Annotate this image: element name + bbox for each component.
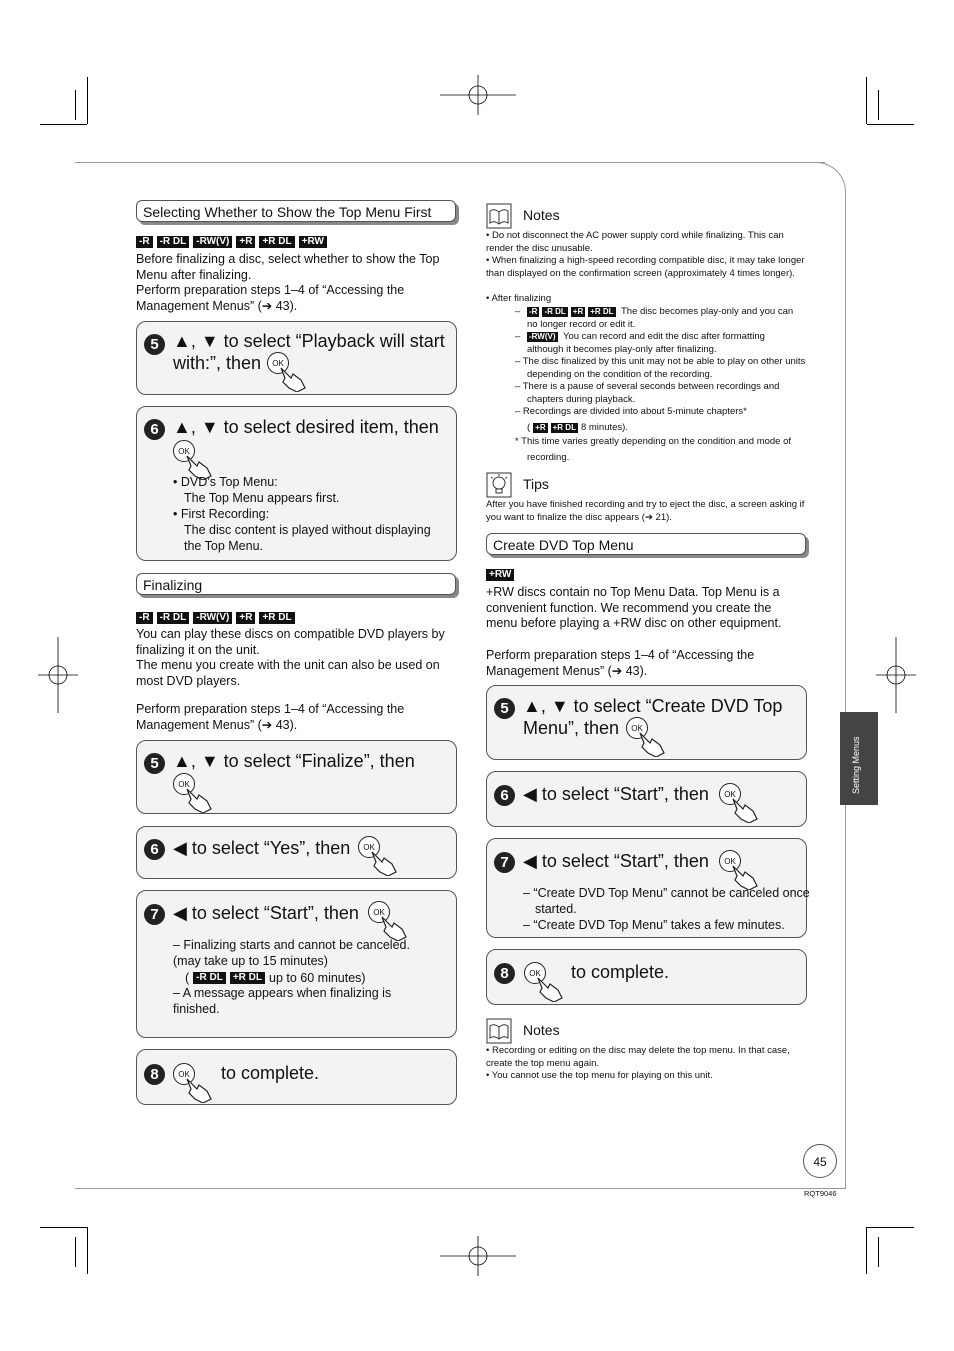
step-number: 7 — [144, 904, 165, 925]
disc-tag: +R DL — [259, 612, 294, 624]
step-instruction: ◀ to select “Start”, then — [523, 851, 709, 871]
ok-button-icon: OK — [358, 836, 404, 876]
sub-note: * This time varies greatly depending on the condition and mode of recording. — [515, 436, 792, 463]
step-5-playback — [136, 321, 457, 395]
note-item: • When finalizing a high-speed recording compatible disc, it may take longer than displayed on the confirmation screen (approximately 4 times longer). — [486, 255, 805, 279]
notes-icon — [486, 1018, 512, 1044]
step-note-extra: ( -R DL +R DL up to 60 minutes) — [185, 971, 366, 985]
note-item: • You cannot use the top menu for playing on this unit. — [486, 1070, 713, 1081]
step-number: 8 — [494, 963, 515, 984]
disc-tag: +R DL — [552, 422, 576, 432]
section-title-top-menu: Selecting Whether to Show the Top Menu First — [136, 200, 456, 222]
ok-button-icon: OK — [368, 901, 414, 941]
ok-button-icon: OK — [173, 773, 219, 813]
option-desc: The disc content is played without displaying the Top Menu. — [184, 523, 431, 553]
note-text: up to 60 minutes) — [269, 971, 366, 985]
ok-button-icon: OK — [173, 1063, 219, 1103]
note-item: • Do not disconnect the AC power supply cord while finalizing. This can render the disc unusable. — [486, 230, 784, 254]
disc-tag: +R DL — [230, 972, 265, 984]
step-number: 6 — [144, 419, 165, 440]
notes-icon — [486, 203, 512, 229]
step-note: – “Create DVD Top Menu” takes a few minutes. — [523, 918, 785, 932]
step-8-complete — [136, 1049, 457, 1105]
sub-note: You can record and edit the disc after formatting although it becomes play-only after finalizing. — [527, 331, 765, 355]
step-instruction: ▲, ▼ to select “Create DVD Top Menu”, then — [523, 696, 783, 738]
step-instruction: to complete. — [221, 1063, 320, 1083]
disc-tag: -RW(V) — [193, 612, 232, 624]
crop-mark — [878, 1237, 879, 1267]
ok-button-icon: OK — [173, 440, 219, 480]
step-7-start — [486, 838, 810, 938]
step-6-yes — [136, 826, 457, 879]
crop-mark — [867, 1227, 914, 1228]
crop-mark — [75, 90, 76, 120]
section-title-create-menu: Create DVD Top Menu — [486, 533, 806, 555]
disc-tags — [486, 569, 514, 581]
disc-tag: +R DL — [259, 236, 294, 248]
crop-mark — [40, 1227, 87, 1228]
ok-button-icon: OK — [626, 717, 672, 757]
finalizing-text: You can play these discs on compatible DVD players by finalizing it on the unit. — [136, 627, 445, 657]
ok-button-icon: OK — [719, 850, 765, 890]
step-instruction: ▲, ▼ to select desired item, then — [173, 417, 439, 437]
sub-note: – Recordings are divided into about 5-minute chapters* — [515, 406, 747, 417]
step-instruction: to complete. — [571, 962, 670, 982]
disc-tag: -RW(V) — [193, 236, 232, 248]
step-note: – Finalizing starts and cannot be canceled. (may take up to 15 minutes) — [173, 938, 410, 968]
step-number: 6 — [494, 785, 515, 806]
step-5-finalize — [136, 740, 457, 814]
disc-tag: -R DL — [157, 612, 190, 624]
step-number: 6 — [144, 839, 165, 860]
step-number: 5 — [144, 334, 165, 355]
section-side-tab — [840, 712, 878, 805]
sub-note: – There is a pause of several seconds between recordings and chapters during playback. — [515, 381, 780, 405]
disc-tag: -R DL — [193, 972, 226, 984]
crop-mark — [866, 1227, 867, 1274]
sub-note: The disc becomes play-only and you can no longer record or edit it. — [527, 306, 794, 330]
step-8-complete — [486, 949, 807, 1005]
disc-tag: -R DL — [544, 307, 566, 316]
ok-button-icon: OK — [719, 783, 765, 823]
option-label: • First Recording: — [173, 507, 270, 521]
disc-tag: -R — [136, 236, 153, 248]
tips-heading: Tips — [523, 476, 549, 492]
step-instruction: ▲, ▼ to select “Playback will start with:”, then — [173, 331, 445, 373]
step-number: 8 — [144, 1064, 165, 1085]
create-text: +RW discs contain no Top Menu Data. Top Menu is a convenient function. We recommend you create the menu before playing a +RW disc on other equipment. — [486, 585, 782, 630]
step-number: 5 — [144, 753, 165, 774]
page-frame-top — [75, 162, 825, 163]
step-instruction: ◀ to select “Start”, then — [173, 903, 359, 923]
crop-mark — [878, 90, 879, 120]
crop-mark — [867, 124, 914, 125]
step-instruction: ◀ to select “Start”, then — [523, 784, 709, 804]
disc-tag: +RW — [299, 236, 327, 248]
disc-tag: +R — [236, 236, 255, 248]
note-text: 8 minutes). — [580, 422, 628, 433]
side-tab-label: Setting Menus — [851, 736, 861, 794]
tip-text: After you have finished recording and try to eject the disc, a screen asking if you want to finalize the disc appears (➔ 21). — [486, 499, 805, 523]
sub-note-extra: ( +R +R DL 8 minutes). — [527, 422, 628, 433]
step-6-select-item — [136, 406, 457, 561]
registration-mark — [38, 637, 78, 713]
note-item: • Recording or editing on the disc may delete the top menu. In that case, create the top menu again. — [486, 1045, 790, 1069]
prep-text: Perform preparation steps 1–4 of “Accessing the Management Menus” (➔ 43). — [136, 283, 405, 313]
prep-text: Perform preparation steps 1–4 of “Accessing the Management Menus” (➔ 43). — [486, 648, 755, 678]
crop-mark — [866, 77, 867, 124]
note-item: • After finalizing — [486, 293, 552, 304]
disc-tag: -R — [529, 307, 538, 316]
registration-mark — [440, 75, 516, 115]
step-number: 7 — [494, 852, 515, 873]
dash-mark: – — [515, 331, 521, 342]
notes-heading: Notes — [523, 207, 560, 223]
step-6-start — [486, 771, 807, 827]
disc-tag: +R — [572, 307, 584, 316]
disc-tags — [136, 612, 295, 624]
step-instruction: ▲, ▼ to select “Finalize”, then — [173, 751, 415, 771]
page-frame-bottom — [75, 1188, 845, 1189]
crop-mark — [40, 124, 87, 125]
disc-tag: +RW — [486, 569, 514, 581]
step-7-start — [136, 890, 457, 1038]
registration-mark — [440, 1236, 516, 1276]
disc-tags — [136, 236, 327, 248]
step-instruction: ◀ to select “Yes”, then — [173, 838, 351, 858]
step-5-create-menu — [486, 685, 807, 760]
notes-heading: Notes — [523, 1022, 560, 1038]
option-label: • DVD’s Top Menu: — [173, 475, 278, 489]
disc-tag: -RW(V) — [529, 332, 556, 341]
document-code: RQT9046 — [804, 1189, 837, 1198]
ok-button-icon: OK — [267, 352, 313, 392]
step-note: – “Create DVD Top Menu” cannot be canceled once started. — [523, 886, 810, 916]
registration-mark — [876, 637, 916, 713]
page-number: 45 — [803, 1144, 837, 1178]
dash-mark: – — [515, 306, 521, 317]
step-note: – A message appears when finalizing is finished. — [173, 986, 392, 1016]
sub-note: – The disc finalized by this unit may not be able to play on other units depending on the condition of the recording. — [515, 356, 806, 380]
prep-text: Perform preparation steps 1–4 of “Accessing the Management Menus” (➔ 43). — [136, 702, 405, 732]
crop-mark — [87, 1227, 88, 1274]
option-desc: The Top Menu appears first. — [184, 491, 340, 505]
lightbulb-icon — [486, 472, 512, 498]
disc-tag: +R DL — [590, 307, 614, 316]
disc-tag: -R DL — [157, 236, 190, 248]
section-title-finalizing: Finalizing — [136, 573, 456, 595]
disc-tag: -R — [136, 612, 153, 624]
disc-tag: +R — [236, 612, 255, 624]
finalizing-text: The menu you create with the unit can also be used on most DVD players. — [136, 658, 440, 688]
crop-mark — [87, 77, 88, 124]
disc-tag: +R — [535, 422, 546, 432]
intro-text: Before finalizing a disc, select whether to show the Top Menu after finalizing. — [136, 252, 440, 282]
crop-mark — [75, 1237, 76, 1267]
step-number: 5 — [494, 698, 515, 719]
ok-button-icon: OK — [524, 962, 570, 1002]
